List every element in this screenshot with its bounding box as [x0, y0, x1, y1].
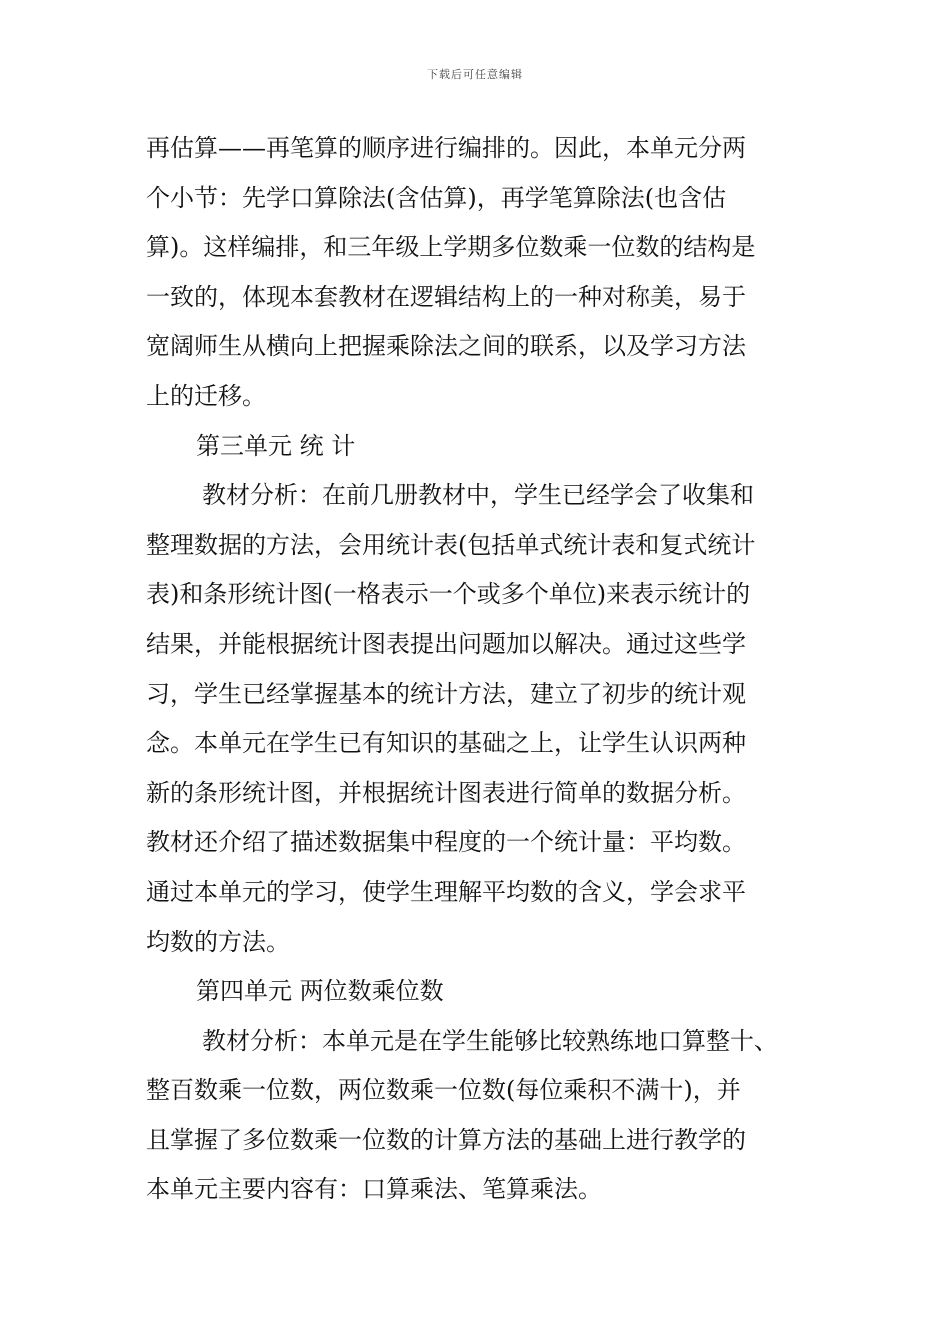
text-line: 教材分析：本单元是在学生能够比较熟练地口算整十、 [202, 1026, 778, 1055]
text-line: 且掌握了多位数乘一位数的计算方法的基础上进行教学的 [146, 1125, 746, 1154]
document-body [146, 124, 826, 1215]
text-line: 再估算——再笔算的顺序进行编排的。因此，本单元分两 [146, 134, 746, 162]
text-line: 表)和条形统计图(一格表示一个或多个单位)来表示统计的 [146, 580, 751, 609]
text-line: 个小节：先学口算除法(含估算)，再学笔算除法(也含估 [146, 183, 727, 212]
text-line: 算)。这样编排，和三年级上学期多位数乘一位数的结构是 [146, 233, 756, 262]
text-line: 新的条形统计图，并根据统计图表进行简单的数据分析。 [146, 778, 746, 807]
text-line: 结果，并能根据统计图表提出问题加以解决。通过这些学 [146, 629, 746, 658]
page-header: 下载后可任意编辑 [427, 68, 523, 81]
text-line: 整理数据的方法，会用统计表(包括单式统计表和复式统计 [146, 530, 756, 559]
text-line: 教材分析：在前几册教材中，学生已经学会了收集和 [202, 481, 754, 510]
text-line: 一致的，体现本套教材在逻辑结构上的一种对称美，易于 [146, 282, 746, 311]
text-line: 教材还介绍了描述数据集中程度的一个统计量：平均数。 [146, 828, 746, 857]
section-heading: 第四单元 两位数乘位数 [196, 977, 444, 1006]
section-heading: 第三单元 统 计 [196, 431, 356, 460]
text-line: 习，学生已经掌握基本的统计方法，建立了初步的统计观 [146, 679, 746, 708]
text-line: 通过本单元的学习，使学生理解平均数的含义，学会求平 [146, 877, 746, 906]
text-line: 均数的方法。 [146, 927, 290, 956]
text-line: 宽阔师生从横向上把握乘除法之间的联系，以及学习方法 [146, 332, 746, 361]
text-line: 上的迁移。 [146, 381, 266, 410]
text-line: 整百数乘一位数，两位数乘一位数(每位乘积不满十)，并 [146, 1076, 741, 1105]
text-line: 本单元主要内容有：口算乘法、笔算乘法。 [146, 1175, 602, 1204]
text-line: 念。本单元在学生已有知识的基础之上，让学生认识两种 [146, 729, 746, 758]
